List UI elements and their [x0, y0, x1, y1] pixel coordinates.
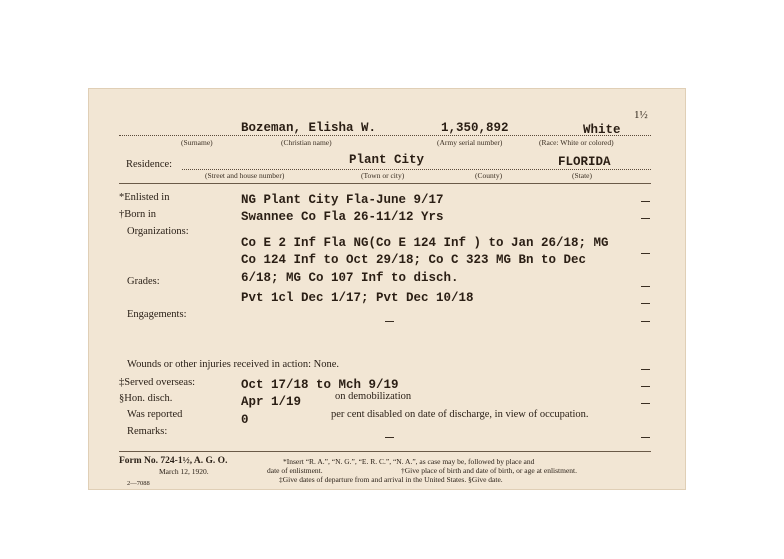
served-text: Served overseas: — [124, 377, 196, 388]
born-text: Born in — [124, 209, 157, 220]
hon-disch-value: Apr 1/19 — [241, 395, 302, 409]
grades-label: Grades: — [127, 276, 160, 287]
footnote-enlistment: date of enlistment. — [267, 466, 323, 475]
surname-caption: (Surname) — [181, 138, 213, 147]
asterisk-mark: * — [119, 192, 125, 203]
residence-label: Residence: — [126, 159, 173, 170]
engagements-label: Engagements: — [127, 309, 187, 320]
hon-disch-label — [119, 393, 172, 404]
enlisted-text: Enlisted in — [124, 192, 170, 203]
dash-mark — [385, 437, 394, 438]
christian-name-caption: (Christian name) — [281, 138, 332, 147]
served-overseas-label — [119, 377, 195, 388]
dagger-mark: † — [119, 209, 125, 220]
town-caption: (Town or city) — [361, 171, 405, 180]
surname-value: Bozeman, Elisha W. — [241, 121, 377, 135]
grades-value: Pvt 1cl Dec 1/17; Pvt Dec 10/18 — [241, 291, 474, 305]
footnote-insert: *Insert “R. A.”, “N. G.”, “E. R. C.”, “N. A.”, as case may be, followed by place and — [283, 457, 535, 466]
dash-mark — [641, 437, 650, 438]
street-caption: (Street and house number) — [205, 171, 285, 180]
service-record-card — [88, 88, 686, 490]
footnote-overseas: ‡Give dates of departure from and arrival in the United States. §Give date. — [279, 475, 503, 484]
header-rule — [119, 183, 651, 184]
was-reported-label: Was reported — [127, 409, 183, 420]
dash-mark — [641, 386, 650, 387]
state-caption: (State) — [572, 171, 592, 180]
residence-dotted-line — [182, 169, 651, 170]
serial-number-caption: (Army serial number) — [437, 138, 503, 147]
print-code: 2—7088 — [127, 480, 150, 487]
corner-fraction: 1½ — [634, 109, 648, 121]
reported-value: 0 — [241, 413, 249, 427]
dash-mark — [385, 321, 394, 322]
organizations-line-3: 6/18; MG Co 107 Inf to disch. — [241, 271, 459, 285]
remarks-label: Remarks: — [127, 426, 168, 437]
dash-mark — [641, 286, 650, 287]
dash-mark — [641, 403, 650, 404]
town-value: Plant City — [349, 153, 425, 167]
enlisted-label — [119, 192, 169, 203]
organizations-label: Organizations: — [127, 226, 189, 237]
form-date: March 12, 1920. — [159, 467, 209, 476]
form-number: Form No. 724-1½, A. G. O. — [119, 456, 228, 466]
race-value: White — [583, 123, 621, 137]
double-dagger-mark: ‡ — [119, 377, 125, 388]
reported-note: per cent disabled on date of discharge, in view of occupation. — [331, 409, 589, 420]
race-caption: (Race: White or colored) — [539, 138, 614, 147]
dash-mark — [641, 218, 650, 219]
footer-rule — [119, 451, 651, 452]
dash-mark — [641, 321, 650, 322]
dash-mark — [641, 201, 650, 202]
dash-mark — [641, 369, 650, 370]
serial-number-value: 1,350,892 — [441, 121, 509, 135]
footnote-birth: †Give place of birth and date of birth, or age at enlistment. — [401, 466, 577, 475]
served-overseas-value: Oct 17/18 to Mch 9/19 — [241, 378, 399, 392]
enlisted-value: NG Plant City Fla-June 9/17 — [241, 193, 444, 207]
dash-mark — [641, 253, 650, 254]
section-mark: § — [119, 393, 125, 404]
wounds-label: Wounds or other injuries received in action: None. — [127, 359, 340, 370]
header-dotted-line — [119, 135, 651, 136]
state-value: FLORIDA — [558, 155, 611, 169]
dash-mark — [641, 303, 650, 304]
organizations-line-2: Co 124 Inf to Oct 29/18; Co C 323 MG Bn to Dec — [241, 253, 587, 267]
born-label — [119, 209, 156, 220]
organizations-line-1: Co E 2 Inf Fla NG(Co E 124 Inf ) to Jan 26/18; MG — [241, 236, 609, 250]
born-value: Swannee Co Fla 26-11/12 Yrs — [241, 210, 444, 224]
hon-disch-note: on demobilization — [335, 391, 412, 402]
county-caption: (County) — [475, 171, 503, 180]
hon-text: Hon. disch. — [124, 393, 173, 404]
